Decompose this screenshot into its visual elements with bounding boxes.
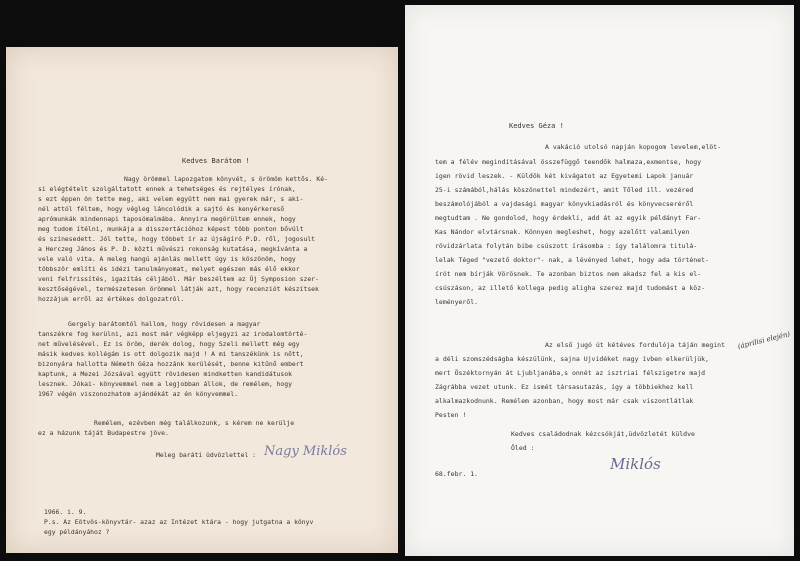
text-line: net művelésével. Ez is öröm, derék dolog, hogy Szeli mellett még egy [38, 340, 300, 348]
right-margin-note: (áprilisi elején) [737, 330, 791, 351]
text-line: mert Öszéktornyán át Ljubljanába,s onnét az isztriai félszigetre majd [435, 369, 706, 377]
text-line: Zágrábba vezet utunk. Ez ismét társasutazás, így a többiekhez kell [435, 383, 694, 391]
text-line: Pesten ! [435, 411, 467, 419]
left-salutation: Kedves Barátom ! [182, 157, 250, 165]
text-line: Az első jugó út kétéves fordulója táján megint [545, 341, 726, 349]
text-line: lesznek. Jókai- könyvemmel nem a legjobban állok, de remélem, hogy [38, 380, 292, 388]
left-letter-page [6, 47, 398, 553]
text-line: ez a házunk táját Budapestre jöve. [38, 429, 169, 437]
text-line: egy példányához ? [44, 528, 110, 536]
text-line: a Herczeg János és P. D. közti művészi rokonság kutatása, megkívánta a [38, 245, 308, 253]
left-closing: Meleg baráti üdvözlettel : [156, 451, 257, 459]
right-closing: Kedves családodnak kézcsókját,üdvözletét küldve [511, 430, 695, 438]
text-line: P.s. Az Eötvös-könyvtár- azaz az Intézet ktára - hogy jutgatna a könyv [44, 518, 314, 526]
text-line: 25-i számából,hálás köszönettel mindezért, amit Tőled ill. vezéred [435, 186, 694, 194]
text-line: rövidzárlata folytán bibe csúszott írásomba : így találomra titulá- [435, 242, 698, 250]
text-line: lelak Téged "vezető doktor"- nak, a lévényed lehet, hogy ada történet- [435, 256, 709, 264]
text-line: másik kedves kollégám is ott dolgozik majd ! A mi tanszékünk is nőtt, [38, 350, 304, 358]
text-line: csúszáson, az illető kollega pedig aligha szerez majd tudomást a köz- [435, 284, 706, 292]
right-letter-page [405, 5, 794, 556]
text-line: megtudtam . Ne gondolod, hogy érdekli, add át az egyik példányt Far- [435, 214, 702, 222]
text-line: Nagy örömmel lapozgatom könyvét, s örömöm kettős. Ké- [124, 175, 328, 183]
text-line: tanszékre fog kerülni, azi most már végképp eljegyzi az irodalomtörté- [38, 330, 308, 338]
text-line: alkalmazkodnunk. Remélem azonban, hogy most már csak viszontlátlak [435, 397, 694, 405]
text-line: vele való vita. A meleg hangú ajánlás mellett úgy is köszönöm, hogy [38, 255, 296, 263]
text-line: hozzájuk erről az értékes dolgozatról. [38, 295, 185, 303]
text-line: írót nem bírják Vörösnek. Te azonban biztos nem akadsz fel a kis el- [435, 270, 702, 278]
text-line: nél attól féltem, hogy végleg láncolódik a sajtó és kenyérkereső [38, 205, 285, 213]
text-line: 1967 végén viszonozhatom ajándékát az én könyvemmel. [38, 390, 239, 398]
left-date: 1966. i. 9. [44, 508, 87, 516]
text-line: igen rövid leszek. - Küldök két kivágatot az Egyetemi Lapok január [435, 172, 694, 180]
text-line: beszámolójából a vajdasági magyar könyvkiadásról és könyvecseréről [435, 200, 694, 208]
text-line: többször említi és idézi tanulmányomat, melyet egészen más élő ekkor [38, 265, 300, 273]
right-salutation: Kedves Géza ! [509, 122, 564, 130]
text-line: leményeről. [435, 298, 479, 306]
text-line: veni felfrissítés, igazítás céljából. Már beszéltem az Új Symposion szer- [38, 275, 319, 283]
right-closing-2: Öled : [511, 444, 535, 452]
text-line: tem a félév megindításával összefüggő teendők halmaza,exmentse, hogy [435, 158, 702, 166]
text-line: aprómunkák mindennapi taposómalmába. Annyira megörültem ennek, hogy [38, 215, 296, 223]
text-line: a déli szomszédságba készülünk, sajna Ujvidéket nagy ívben elkerüljük, [435, 355, 709, 363]
right-signature: Miklós [610, 455, 661, 473]
text-line: si elégtételt szolgáltatott ennek a tehetséges és rejtélyes írónak, [38, 185, 296, 193]
text-line: s ezt éppen ön tette meg, aki velem együtt nem mai gyerek már, s aki- [38, 195, 304, 203]
text-line: Remélem, ezévben még találkozunk, s kérem ne kerülje [94, 419, 295, 427]
text-line: és színesedett. Jól tette, hogy többet ír az újságíró P.D. ről, jogosult [38, 235, 316, 243]
right-date: 68.febr. 1. [435, 470, 479, 478]
text-line: kesztőségével, természetesen örömmel látják azt, hogy recenziót készítsek [38, 285, 319, 293]
text-line: A vakáció utolsó napján kopogom levelem,elöt- [545, 143, 722, 151]
text-line: Gergely barátomtól hallom, hogy rövidesen a magyar [68, 320, 261, 328]
left-signature: Nagy Miklós [264, 444, 347, 459]
text-line: kaptunk, a Mezei Józsával együtt rövidesen mindketten kandidátusok [38, 370, 292, 378]
text-line: meg tudom ítélni, munkája a disszertációhoz képest több ponton bővült [38, 225, 304, 233]
text-line: bizonyára hallotta Németh Géza hozzánk kerülését, benne kitűnő embert [38, 360, 304, 368]
text-line: Kas Nándor elvtársnak. Könnyen megleshet, hogy azelőtt valamilyen [435, 228, 690, 236]
